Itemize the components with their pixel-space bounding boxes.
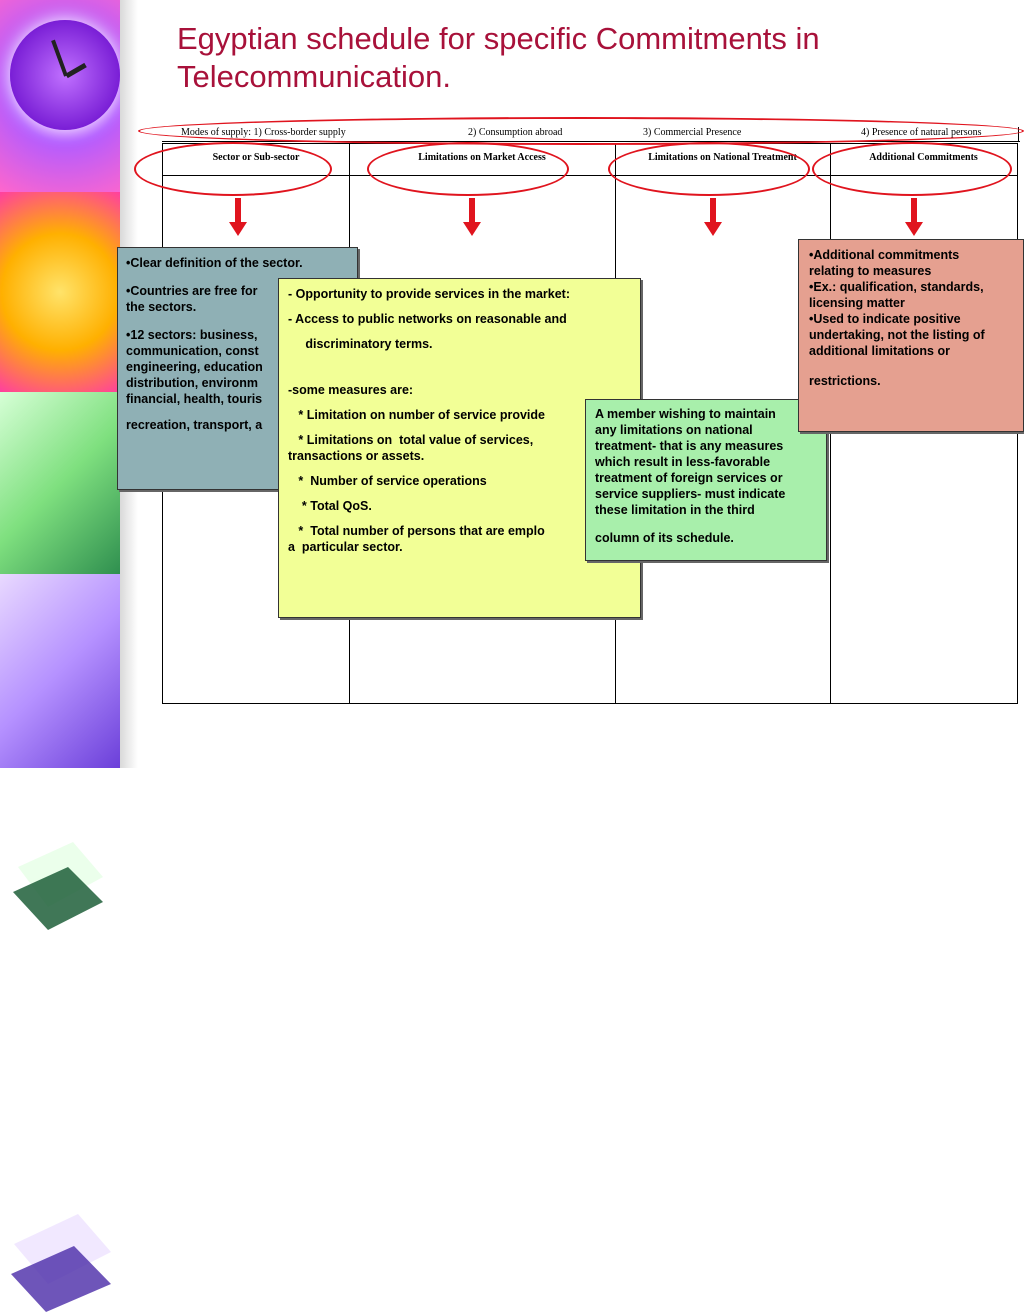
decorative-image-strip <box>0 0 120 768</box>
book-icon <box>6 1174 116 1314</box>
sector-callout-text: •Clear definition of the sector. <box>126 256 303 270</box>
market-access-highlight-ellipse <box>367 142 569 196</box>
yellow-clock-image <box>0 192 120 392</box>
sector-callout-text: •Countries are free for the sectors. <box>126 284 258 314</box>
additional-commitments-callout <box>798 239 1024 432</box>
header-national-treatment: Limitations on National Treatment <box>648 152 797 163</box>
header-market-access: Limitations on Market Access <box>418 152 546 163</box>
purple-clock-image <box>0 0 120 192</box>
market-access-text: -some measures are: <box>288 383 414 397</box>
mode-cross-border: Modes of supply: 1) Cross-border supply <box>181 127 346 138</box>
market-access-text: * Number of service operations <box>288 474 487 488</box>
sector-callout-text: •12 sectors: business, communication, const engineering, education distribution, environm financial, health, touris <box>126 328 263 406</box>
slide-title: Egyptian schedule for specific Commitments in Telecommunication. <box>177 21 820 94</box>
market-access-text: * Total number of persons that are emplo a particular sector. <box>288 524 545 554</box>
header-sector: Sector or Sub-sector <box>212 152 300 163</box>
book-icon <box>8 812 108 932</box>
market-access-text: * Total QoS. <box>288 499 372 513</box>
purple-book-image <box>0 574 120 768</box>
modes-highlight-ellipse <box>138 117 1024 145</box>
down-arrow-icon <box>905 198 923 242</box>
down-arrow-icon <box>229 198 247 242</box>
national-treatment-callout <box>585 399 827 561</box>
mode-commercial-presence: 3) Commercial Presence <box>643 127 742 138</box>
additional-commitments-text: •Additional commitments relating to measures •Ex.: qualification, standards, licensing matter •Used to indicate positive undertaking, not the listing of additional limitations or <box>809 248 985 358</box>
national-treatment-text: column of its schedule. <box>595 531 734 545</box>
national-treatment-highlight-ellipse <box>608 142 810 196</box>
header-additional-commitments: Additional Commitments <box>869 152 978 163</box>
additional-highlight-ellipse <box>812 142 1012 196</box>
clock-icon <box>10 20 120 130</box>
market-access-text: discriminatory terms. <box>288 337 433 351</box>
mode-natural-persons: 4) Presence of natural persons <box>861 127 982 138</box>
market-access-text: * Limitation on number of service provide <box>288 408 545 422</box>
down-arrow-icon <box>704 198 722 242</box>
mode-consumption-abroad: 2) Consumption abroad <box>468 127 563 138</box>
sector-highlight-ellipse <box>134 142 332 196</box>
market-access-text: - Opportunity to provide services in the market: <box>288 287 571 301</box>
additional-commitments-text: restrictions. <box>809 374 881 388</box>
green-book-image <box>0 392 120 574</box>
market-access-text: * Limitations on total value of services, transactions or assets. <box>288 433 534 463</box>
down-arrow-icon <box>463 198 481 242</box>
national-treatment-text: A member wishing to maintain any limitations on national treatment- that is any measures which result in less-favorable treatment of foreign services or service suppliers- must indicate these limitation in the third <box>595 407 786 517</box>
market-access-text: - Access to public networks on reasonable and <box>288 312 567 326</box>
sector-callout-text: recreation, transport, a <box>126 418 263 432</box>
